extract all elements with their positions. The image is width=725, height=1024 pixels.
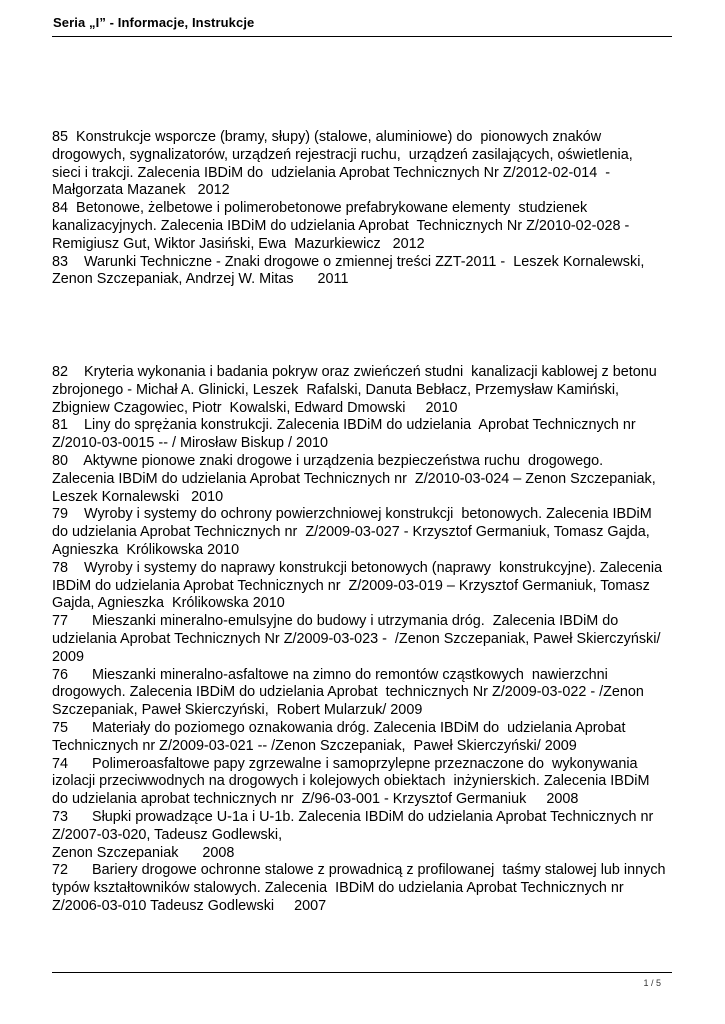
text-line: 74 Polimeroasfaltowe papy zgrzewalne i samoprzylepne przeznaczone do wykonywania <box>52 755 638 772</box>
text-line: 82 Kryteria wykonania i badania pokryw oraz zwieńczeń studni kanalizacji kablowej z betonu <box>52 364 657 380</box>
text-line: Małgorzata Mazanek 2012 <box>52 182 230 199</box>
text-line: 80 Aktywne pionowe znaki drogowe i urządzenia bezpieczeństwa ruchu drogowego. <box>52 452 604 469</box>
text-line: 73 Słupki prowadzące U-1a i U-1b. Zalecenia IBDiM do udzielania Aprobat Technicznych nr <box>52 808 654 825</box>
text-line: 77 Mieszanki mineralno-emulsyjne do budowy i utrzymania dróg. Zalecenia IBDiM do <box>52 613 619 630</box>
text-line: drogowych. Zalecenia IBDiM do udzielania Aprobat technicznych Nr Z/2009-03-022 - /Zenon <box>52 684 644 701</box>
text-line: Technicznych nr Z/2009-03-021 -- /Zenon Szczepaniak, Paweł Skierczyński/ 2009 <box>52 737 577 754</box>
text-line: Agnieszka Królikowska 2010 <box>52 541 240 558</box>
text-line: sieci i trakcji. Zalecenia IBDiM do udzielania Aprobat Technicznych Nr Z/2012-02-014 - <box>52 164 611 181</box>
text-line: Szczepaniak, Paweł Skierczyński, Robert Mularzuk/ 2009 <box>52 702 423 719</box>
text-line: typów kształtowników stalowych. Zalecenia IBDiM do udzielania Aprobat Technicznych nr <box>52 880 624 897</box>
text-block-older-entries <box>52 364 682 916</box>
text-line: 2009 <box>52 648 85 665</box>
footer-divider <box>52 972 672 973</box>
text-line: Z/2010-03-0015 -- / Mirosław Biskup / 2010 <box>52 435 328 452</box>
text-line: 72 Bariery drogowe ochronne stalowe z prowadnicą z profilowanej taśmy stalowej lub innych <box>52 862 666 879</box>
text-line: Z/2006-03-010 Tadeusz Godlewski 2007 <box>52 897 327 914</box>
text-line: Remigiusz Gut, Wiktor Jasiński, Ewa Mazurkiewicz 2012 <box>52 235 425 252</box>
text-line: Zalecenia IBDiM do udzielania Aprobat Technicznych nr Z/2010-03-024 – Zenon Szczepaniak, <box>52 470 656 487</box>
page-header-title: Seria „I” - Informacje, Instrukcje <box>53 15 255 30</box>
text-line: zbrojonego - Michał A. Glinicki, Leszek Rafalski, Danuta Bebłacz, Przemysław Kamiński, <box>52 381 620 398</box>
header-divider <box>52 36 672 37</box>
text-line: IBDiM do udzielania Aprobat Technicznych nr Z/2009-03-019 – Krzysztof Germaniuk, Tomasz <box>52 577 650 594</box>
text-block-recent-entries <box>52 129 682 289</box>
text-line: Leszek Kornalewski 2010 <box>52 488 224 505</box>
text-line: drogowych, sygnalizatorów, urządzeń rejestracji ruchu, urządzeń zasilających, oświetlenia, <box>52 146 633 163</box>
text-line: Zenon Szczepaniak 2008 <box>52 844 235 861</box>
text-line: do udzielania Aprobat Technicznych nr Z/2009-03-027 - Krzysztof Germaniuk, Tomasz Gajda, <box>52 524 650 541</box>
text-line: 83 Warunki Techniczne - Znaki drogowe o zmiennej treści ZZT-2011 - Leszek Kornalewski, <box>52 253 645 270</box>
text-line: Zbigniew Czagowiec, Piotr Kowalski, Edward Dmowski 2010 <box>52 399 458 416</box>
text-line: 84 Betonowe, żelbetowe i polimerobetonowe prefabrykowane elementy studzienek <box>52 200 588 217</box>
text-line: 81 Liny do sprężania konstrukcji. Zalecenia IBDiM do udzielania Aprobat Technicznych nr <box>52 417 636 434</box>
text-line: udzielania Aprobat Technicznych Nr Z/2009-03-023 - /Zenon Szczepaniak, Paweł Skierczyński/ <box>52 630 661 647</box>
text-line: 78 Wyroby i systemy do naprawy konstrukcji betonowych (naprawy konstrukcyjne). Zalecenia <box>52 559 663 576</box>
text-line: 76 Mieszanki mineralno-asfaltowe na zimno do remontów cząstkowych nawierzchni <box>52 666 608 683</box>
text-line: kanalizacyjnych. Zalecenia IBDiM do udzielania Aprobat Technicznych Nr Z/2010-02-028 - <box>52 217 630 234</box>
text-line: 79 Wyroby i systemy do ochrony powierzchniowej konstrukcji betonowych. Zalecenia IBDiM <box>52 506 652 523</box>
page-number: 1 / 5 <box>643 978 661 988</box>
text-line: Gajda, Agnieszka Królikowska 2010 <box>52 595 285 612</box>
text-line: 75 Materiały do poziomego oznakowania dróg. Zalecenia IBDiM do udzielania Aprobat <box>52 719 626 736</box>
text-line: do udzielania aprobat technicznych nr Z/96-03-001 - Krzysztof Germaniuk 2008 <box>52 791 579 808</box>
text-line: izolacji przeciwwodnych na drogowych i kolejowych obiektach inżynierskich. Zalecenia IBDiM <box>52 773 650 790</box>
text-line: 85 Konstrukcje wsporcze (bramy, słupy) (stalowe, aluminiowe) do pionowych znaków <box>52 129 602 145</box>
text-line: Zenon Szczepaniak, Andrzej W. Mitas 2011 <box>52 271 349 288</box>
text-line: Z/2007-03-020, Tadeusz Godlewski, <box>52 826 283 843</box>
